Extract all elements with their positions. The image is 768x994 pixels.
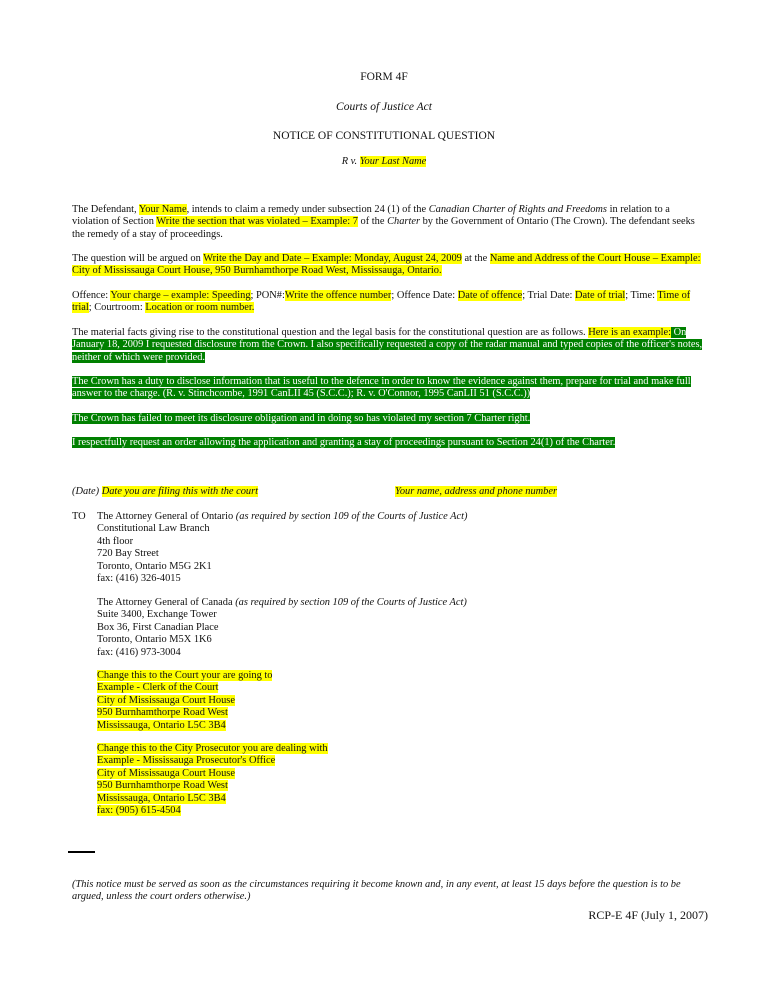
recipient-prosecutor: Change this to the City Prosecutor you are dealing with Example - Mississauga Prosecutor's Office City of Mississauga Court House 950 Burnhamthorpe Road West Mississauga, Ontario L5C 3B4 fax: (905) 615-4504 (97, 743, 328, 817)
pon-placeholder: Write the offence number (284, 290, 392, 301)
date-line (72, 486, 708, 498)
facts-example: On January 18, 2009 I requested disclosure from the Crown. I also specifically requested a copy of the radar manual and typed copies of the officer's notes, neither of which were provided. (72, 327, 703, 363)
case-name (0, 156, 768, 168)
act-name: Courts of Justice Act (336, 101, 432, 113)
form-code: RCP-E 4F (July 1, 2007) (588, 908, 708, 922)
failure-paragraph: The Crown has failed to meet its disclosure obligation and in doing so has violated my section 7 Charter right. (72, 413, 531, 424)
date-label: (Date) (72, 486, 100, 497)
hearing-paragraph: The question will be argued on Write the Day and Date – Example: Monday, August 24, 2009 at the Name and Address of the Court House – Example: City of Mississauga Court House, 950 Burnhamthorpe Road West, Mississauga, Ontario. (72, 253, 701, 277)
case-prefix: R v. (341, 156, 358, 167)
footnote: (This notice must be served as soon as the circumstances requiring it become known and, in any event, at least 15 days before the question is to be argued, unless the court orders otherwise.) (72, 879, 681, 903)
duty-paragraph: The Crown has a duty to disclose information that is useful to the defence in order to know the evidence against them, prepare for trial and make full answer to the charge. (R. v. Stinchcombe, 1991 CanLII 45 (S.C.C.); R. v. O'Connor, 1995 CanLII 51 (S.C.C.)) (72, 376, 691, 400)
request-paragraph: I respectfully request an order allowing the application and granting a stay of proceedings pursuant to Section 24(1) of the Charter. (72, 437, 616, 448)
recipient-court: Change this to the Court your are going to Example - Clerk of the Court City of Mississauga Court House 950 Burnhamthorpe Road West Mississauga, Ontario L5C 3B4 (97, 670, 273, 731)
form-number: FORM 4F (360, 71, 408, 83)
hearing-date-placeholder: Write the Day and Date – Example: Monday, August 24, 2009 (203, 253, 462, 264)
footnote-divider (68, 851, 95, 853)
recipient-canada: The Attorney General of Canada (as required by section 109 of the Courts of Justice Act) Suite 3400, Exchange Tower Box 36, First Canadian Place Toronto, Ontario M5X 1K6 fax: (416) 973-3004 (97, 597, 467, 658)
offence-paragraph: Offence: Your charge – example: Speeding; PON#:Write the offence number; Offence Date: Date of offence; Trial Date: Date of trial; Time: Time of trial; Courtroom: Location or room number. (72, 290, 691, 314)
filing-date-placeholder: Date you are filing this with the court (101, 486, 259, 497)
claim-paragraph: The Defendant, Your Name, intends to claim a remedy under subsection 24 (1) of the Canadian Charter of Rights and Freedoms in relation to a violation of Section Write the section that was violated – Example: 7 of the Charter by the Government of Ontario (The Crown). The defendant seeks the remedy of a stay of proceedings. (72, 204, 695, 240)
signature-line (395, 486, 557, 498)
document-title: NOTICE OF CONSTITUTIONAL QUESTION (272, 130, 496, 142)
to-label: TO (72, 511, 86, 522)
recipient-ontario: The Attorney General of Ontario (as required by section 109 of the Courts of Justice Act) Constitutional Law Branch 4th floor 720 Bay Street Toronto, Ontario M5G 2K1 fax: (416) 326-4015 (97, 511, 468, 585)
example-label: Here is an example: (588, 327, 672, 338)
name-placeholder: Your Name (138, 204, 187, 215)
contact-placeholder: Your name, address and phone number (395, 486, 558, 497)
offence-date-placeholder: Date of offence (457, 290, 523, 301)
court-address-placeholder: Name and Address of the Court House – Example: City of Mississauga Court House, 950 Burnhamthorpe Road West, Mississauga, Ontario. (72, 253, 701, 277)
courtroom-placeholder: Location or room number. (145, 302, 255, 314)
charge-placeholder: Your charge – example: Speeding (110, 290, 251, 301)
facts-paragraph: The material facts giving rise to the constitutional question and the legal basis for the constitutional question are as follows. Here is an example: On January 18, 2009 I requested disclosure from the Crown. I also specifically requested a copy of the radar manual and typed copies of the officer's notes, neither of which were provided. (72, 327, 703, 363)
trial-date-placeholder: Date of trial (575, 290, 626, 301)
section-placeholder: Write the section that was violated – Example: 7 (156, 216, 358, 228)
last-name-placeholder: Your Last Name (359, 156, 427, 167)
trial-time-placeholder: Time of trial (72, 290, 691, 314)
